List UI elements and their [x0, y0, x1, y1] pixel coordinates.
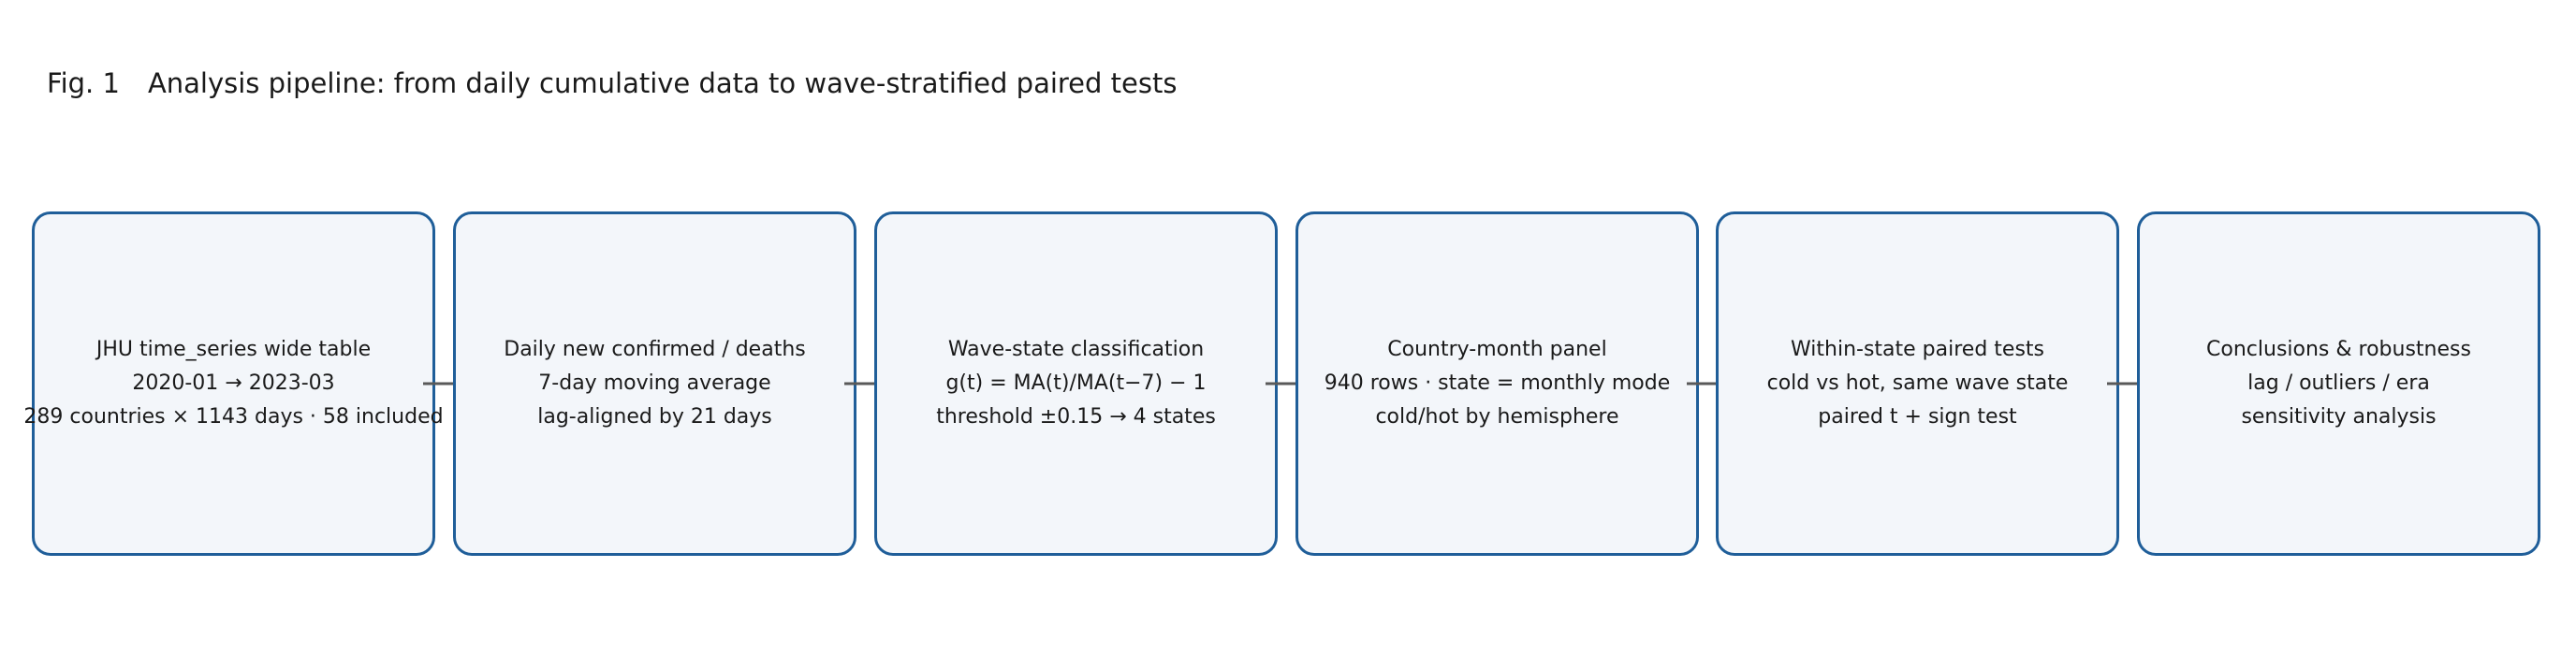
- stage-detail: 7-day moving average: [538, 371, 771, 395]
- stage-detail: g(t) = MA(t)/MA(t−7) − 1: [945, 371, 1207, 395]
- stage-preprocessing: [453, 211, 856, 556]
- stage-paired-tests: [1716, 211, 2119, 556]
- stage-detail: paired t + sign test: [1818, 405, 2017, 429]
- stage-heading: Country-month panel: [1387, 338, 1607, 361]
- stage-heading: Within-state paired tests: [1791, 338, 2044, 361]
- stage-heading: Daily new confirmed / deaths: [504, 338, 806, 361]
- stage-detail: cold/hot by hemisphere: [1375, 405, 1619, 429]
- figure-number: Fig. 1: [47, 67, 120, 99]
- stage-detail: cold vs hot, same wave state: [1766, 371, 2069, 395]
- stage-country-month-panel: [1295, 211, 1699, 556]
- figure-title: Analysis pipeline: from daily cumulative data to wave-stratified paired tests: [147, 67, 1178, 99]
- stage-detail: sensitivity analysis: [2241, 405, 2437, 429]
- stage-detail: threshold ±0.15 → 4 states: [936, 405, 1216, 429]
- stage-conclusions: [2137, 211, 2540, 556]
- stage-detail: lag / outliers / era: [2247, 371, 2430, 395]
- stage-detail: 289 countries × 1143 days · 58 included: [23, 405, 444, 429]
- stage-heading: Wave-state classification: [947, 338, 1205, 361]
- stage-heading: Conclusions & robustness: [2206, 338, 2471, 361]
- stage-detail: lag-aligned by 21 days: [537, 405, 772, 429]
- stage-wave-classification: [874, 211, 1278, 556]
- stage-detail: 940 rows · state = monthly mode: [1324, 371, 1671, 395]
- stage-detail: 2020-01 → 2023-03: [132, 371, 335, 395]
- stage-data-source: [23, 211, 444, 556]
- stage-heading: JHU time_series wide table: [95, 338, 372, 361]
